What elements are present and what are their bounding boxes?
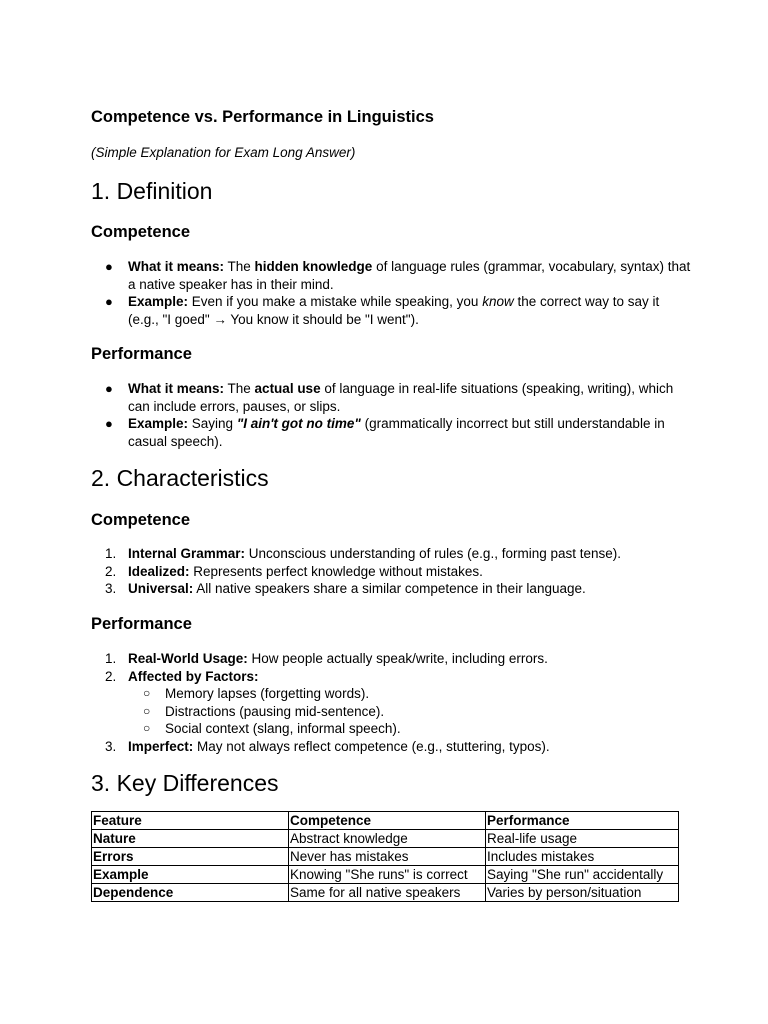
differences-table [91,811,679,902]
item-label: Idealized: [128,563,190,579]
table-cell: Knowing "She runs" is correct [289,866,486,884]
item-label: What it means: [128,259,225,274]
characteristics-competence-list [91,545,691,598]
item-label: Example: [128,416,189,431]
table-row-label: Errors [92,848,289,866]
list-item: 2. Idealized: Represents perfect knowledge without mistakes. [105,563,483,579]
table-cell: Varies by person/situation [486,884,679,902]
emphasis: know [482,294,514,309]
emphasis: "I ain't got no time" [236,416,361,431]
document-subtitle: (Simple Explanation for Exam Long Answer) [91,145,356,160]
emphasis: actual use [254,381,321,396]
table-cell: Never has mistakes [289,848,486,866]
table-row-label: Nature [92,830,289,848]
list-item: ● Example: Saying "I ain't got no time" (grammatically incorrect but still understandable in casual speech). [105,416,665,449]
section-heading-definition: 1. Definition [91,178,213,204]
bullet-marker: ● [105,294,113,309]
table-row [92,830,679,848]
item-number: 3. [105,738,117,754]
item-label: What it means: [128,381,225,396]
item-label: Affected by Factors: [128,668,259,684]
item-number: 3. [105,581,117,596]
item-label: Universal: [128,581,194,596]
table-row-label: Example [92,866,289,884]
bullet-marker: ● [105,381,113,396]
table-cell: Includes mistakes [486,848,679,866]
sublist-item: ○ Memory lapses (forgetting words). [143,686,370,701]
table-row [92,866,679,884]
sublist-item: ○ Distractions (pausing mid-sentence). [143,703,385,719]
bullet-marker: ● [105,259,113,274]
section-heading-differences: 3. Key Differences [91,770,279,796]
table-header-row [92,812,679,830]
emphasis: hidden knowledge [254,259,373,274]
item-number: 2. [105,668,117,684]
list-item: ● What it means: The hidden knowledge of language rules (grammar, vocabulary, syntax) that a native speaker has in their mind. [105,259,691,292]
bullet-marker: ● [105,416,113,431]
table-cell: Same for all native speakers [289,884,486,902]
list-item: ● What it means: The actual use of language in real-life situations (speaking, writing), which can include errors, pauses, or slips. [105,381,674,414]
table-header-cell: Performance [486,812,679,830]
table-row-label: Dependence [92,884,289,902]
hollow-bullet-marker: ○ [143,703,151,718]
subheading-characteristics-competence: Competence [91,511,191,529]
section-heading-characteristics: 2. Characteristics [91,465,269,491]
characteristics-performance-list [91,650,691,755]
item-number: 1. [105,651,117,666]
hollow-bullet-marker: ○ [143,721,151,735]
definition-competence-list [91,258,691,328]
document-title: Competence vs. Performance in Linguistics [91,108,434,126]
item-label: Example: [128,294,189,309]
list-item [91,668,691,738]
list-item: 1. Real-World Usage: How people actually speak/write, including errors. [105,651,548,666]
subheading-definition-competence: Competence [91,223,191,241]
factors-sublist [128,685,691,738]
list-item: 1. Internal Grammar: Unconscious understanding of rules (e.g., forming past tense). [105,546,621,561]
item-number: 2. [105,563,117,579]
table-row [92,884,679,902]
hollow-bullet-marker: ○ [143,686,151,700]
list-item: 3. Universal: All native speakers share a similar competence in their language. [105,581,586,596]
item-number: 1. [105,546,117,561]
subheading-definition-performance: Performance [91,345,192,363]
table-header-cell: Competence [289,812,486,830]
table-cell: Saying "She run" accidentally [486,866,679,884]
definition-performance-list [91,380,691,450]
item-label: Imperfect: [128,738,194,754]
table-cell: Abstract knowledge [289,830,486,848]
item-label: Real-World Usage: [128,651,248,666]
subheading-characteristics-performance: Performance [91,615,192,633]
sublist-item: ○ Social context (slang, informal speech). [143,721,401,736]
list-item: ● Example: Even if you make a mistake while speaking, you know the correct way to say it (e.g., "I goed" → You know it should be "I went"). [105,294,660,327]
item-label: Internal Grammar: [128,546,246,561]
table-cell: Real-life usage [486,830,679,848]
table-row [92,848,679,866]
list-item: 3. Imperfect: May not always reflect competence (e.g., stuttering, typos). [105,738,550,754]
table-header-cell: Feature [92,812,289,830]
